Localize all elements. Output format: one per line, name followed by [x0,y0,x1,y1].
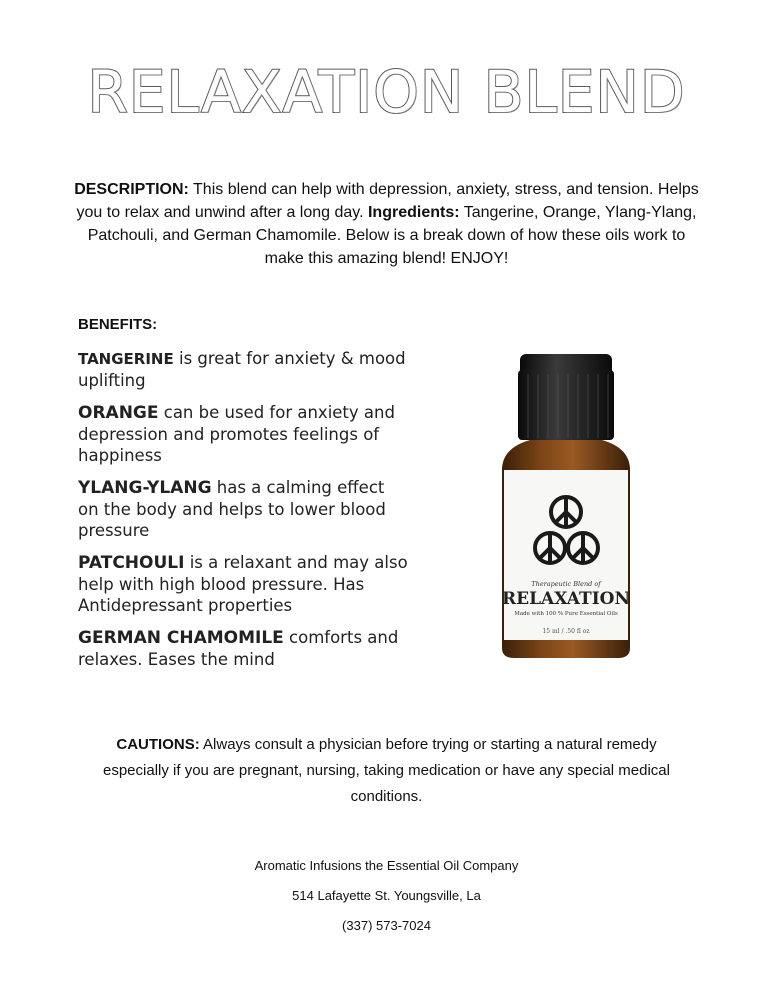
cautions-text: Always consult a physician before trying or starting a natural remedy especially if you are pregnant, nursing, taking medication or have any special medical conditions. [103,736,670,805]
benefit-name: YLANG-YLANG [78,478,212,498]
benefit-item-ylang-ylang [78,477,408,541]
ingredients-text: Tangerine, Orange, Ylang-Ylang, Patchouli, and German Chamomile. Below is a break down of how these oils work to make this amazing blend! ENJOY! [87,204,697,267]
bottle-label-size: 15 ml / .50 fl oz [542,628,590,635]
benefit-item-orange [78,402,408,466]
benefit-item-tangerine [78,348,408,391]
benefit-name: PATCHOULI [78,553,185,573]
benefit-name: TANGERINE [78,350,174,368]
benefit-text: can be used for anxiety and depression and promotes feelings of happiness [78,403,395,465]
bottle-label-top: Therapeutic Blend of [531,580,601,588]
page-title: RELAXATION BLEND [87,58,686,126]
benefit-name: GERMAN CHAMOMILE [78,628,284,648]
cautions-label: CAUTIONS: [116,736,200,753]
bottle-label-main: RELAXATION [501,589,631,609]
description-label: DESCRIPTION: [74,181,189,198]
description-paragraph [70,178,703,270]
cautions-paragraph [90,732,683,810]
benefit-text: has a calming effect on the body and helps to lower blood pressure [78,478,386,540]
benefits-heading: BENEFITS: [78,316,158,333]
footer-address: 514 Lafayette St. Youngsville, La [292,888,481,903]
benefit-text: comforts and relaxes. Eases the mind [78,628,399,669]
benefit-item-german-chamomile [78,627,408,670]
benefit-text: is great for anxiety & mood uplifting [78,349,406,390]
bottle-label-sub: Made with 100 % Pure Essential Oils [514,611,618,617]
footer-phone: (337) 573-7024 [342,918,431,933]
benefit-name: ORANGE [78,403,159,423]
footer-company: Aromatic Infusions the Essential Oil Company [254,858,519,873]
benefit-item-patchouli [78,552,408,616]
product-bottle-image [500,352,640,662]
ingredients-label: Ingredients: [367,204,460,221]
benefits-list [78,348,408,681]
benefit-text: is a relaxant and may also help with high blood pressure. Has Antidepressant properties [78,553,408,615]
bottle-cap [518,354,614,440]
description-text: This blend can help with depression, anxiety, stress, and tension. Helps you to relax and unwind after a long day. [76,181,699,221]
